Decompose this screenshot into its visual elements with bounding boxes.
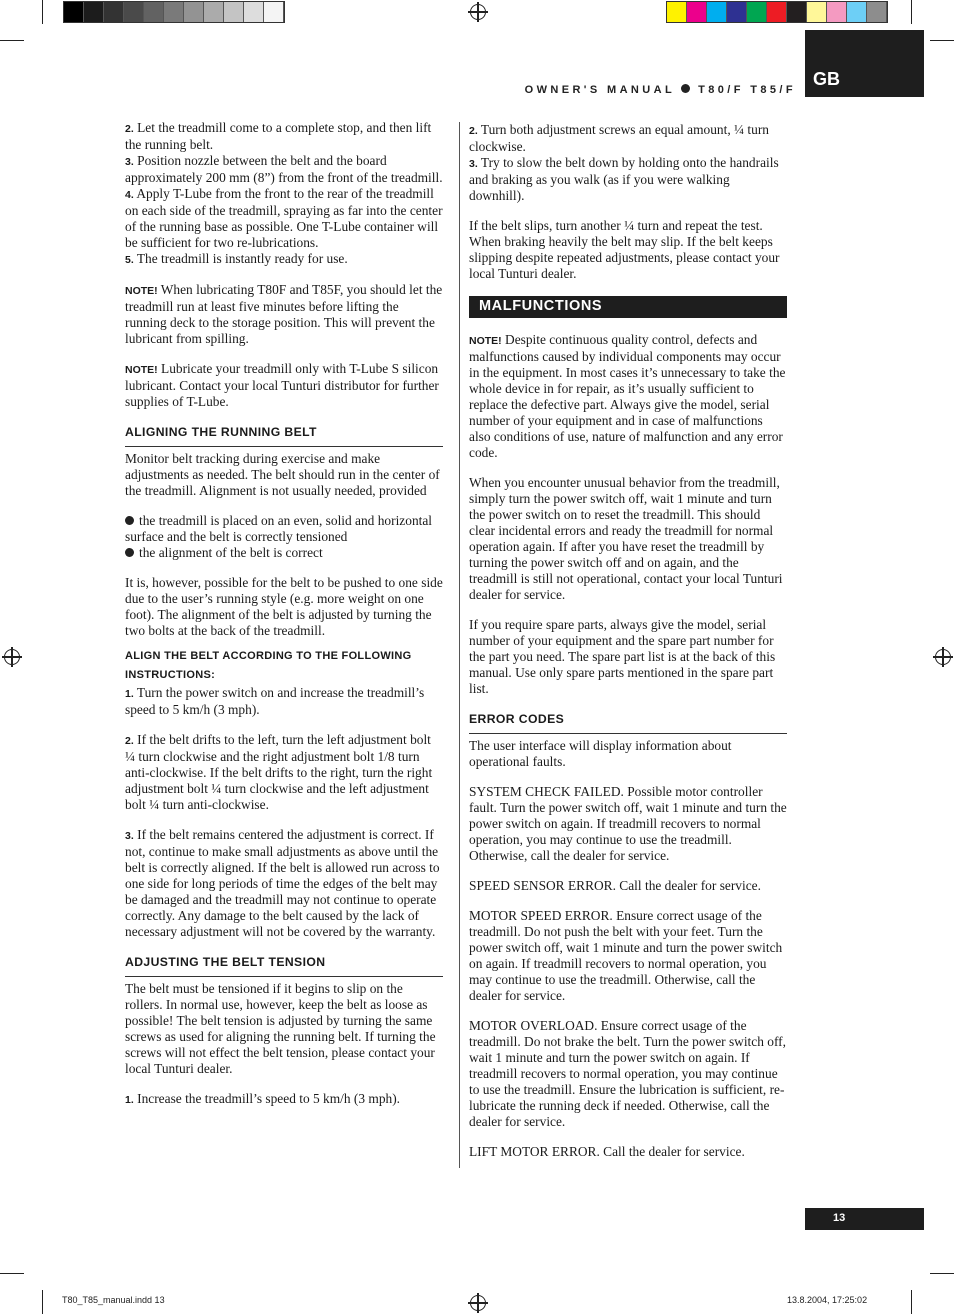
crop-mark <box>42 1290 43 1314</box>
color-swatch <box>867 2 887 22</box>
error-code-entry: LIFT MOTOR ERROR. Call the dealer for service. <box>469 1144 745 1159</box>
section-heading-tension: ADJUSTING THE BELT TENSION <box>125 954 443 977</box>
list-item: 2. Turn both adjustment screws an equal amount, ¼ turn clockwise. <box>469 122 769 154</box>
manual-label: OWNER'S MANUAL <box>524 84 676 96</box>
error-code-entry: SPEED SENSOR ERROR. Call the dealer for service. <box>469 878 761 893</box>
error-code-entry: MOTOR OVERLOAD. Ensure correct usage of the treadmill. Do not brake the belt. Turn the power switch off, wait 1 minute and turn the power switch on again. If treadmill recovers to normal operation, you may continue to use the treadmill. Ensure the lubrication is sufficient, re-lubricate the running deck if needed. Otherwise, call the dealer for service. <box>469 1018 786 1129</box>
color-swatch <box>144 2 164 22</box>
note-paragraph: NOTE! When lubricating T80F and T85F, you should let the treadmill run at least five minutes before lifting the running deck to the storage position. This will prevent the lubricant from spilling. <box>125 282 443 346</box>
color-swatch <box>244 2 264 22</box>
process-color-bar <box>666 1 888 23</box>
right-column <box>469 122 787 1160</box>
color-swatch <box>124 2 144 22</box>
list-item: 3. Try to slow the belt down by holding onto the handrails and braking as you walk (as if you were walking downhill). <box>469 155 779 203</box>
paragraph: Monitor belt tracking during exercise and make adjustments as needed. The belt should run in the center of the treadmill. Alignment is not usually needed, provided <box>125 451 440 498</box>
bullet-item: the treadmill is placed on an even, solid and horizontal surface and the belt is correctly tensioned <box>125 513 433 544</box>
list-item: 1. Increase the treadmill’s speed to 5 km/h (3 mph). <box>125 1091 401 1106</box>
crop-mark <box>0 1273 24 1274</box>
list-item: 3. If the belt remains centered the adjustment is correct. If not, continue to make small adjustments as above until the belt is correctly aligned. If the belt is allowed run across to one side for long periods of time the edges of the belt may be damaged and the treadmill may not continue to operate correctly. Any damage to the belt caused by the lack of necessary adjustment will not be covered by the warranty. <box>125 827 440 939</box>
bullet-dot-icon <box>125 548 134 557</box>
column-divider <box>459 122 460 1168</box>
color-swatch <box>204 2 224 22</box>
color-swatch <box>747 2 767 22</box>
color-swatch <box>224 2 244 22</box>
paragraph: If the belt slips, turn another ¼ turn and repeat the test. When braking heavily the belt may slip. If the belt keeps slipping despite repeated adjustments, please contact your local Tunturi dealer. <box>469 218 780 281</box>
page-number: 13 <box>805 1208 924 1230</box>
color-swatch <box>667 2 687 22</box>
list-item: 5. The treadmill is instantly ready for use. <box>125 251 348 266</box>
gray-color-bar <box>63 1 285 23</box>
list-item: 1. Turn the power switch on and increase the treadmill’s speed to 5 km/h (3 mph). <box>125 685 425 717</box>
section-heading-malfunctions: MALFUNCTIONS <box>469 296 787 318</box>
section-heading-aligning: ALIGNING THE RUNNING BELT <box>125 424 443 447</box>
registration-mark-icon <box>470 1295 486 1311</box>
color-swatch <box>687 2 707 22</box>
bullet-dot-icon <box>681 84 690 93</box>
color-swatch <box>184 2 204 22</box>
running-header <box>525 84 796 96</box>
color-swatch <box>707 2 727 22</box>
bullet-item: the alignment of the belt is correct <box>125 545 443 561</box>
color-swatch <box>164 2 184 22</box>
color-swatch <box>104 2 124 22</box>
subheading-instructions: ALIGN THE BELT ACCORDING TO THE FOLLOWING INSTRUCTIONS: <box>125 650 412 681</box>
color-swatch <box>827 2 847 22</box>
left-column <box>125 120 443 1108</box>
color-swatch <box>847 2 867 22</box>
color-swatch <box>264 2 284 22</box>
crop-mark <box>0 40 24 41</box>
list-item: 2. Let the treadmill come to a complete stop, and then lift the running belt. <box>125 120 432 152</box>
model-label: T80/F T85/F <box>698 84 796 96</box>
error-code-entry: MOTOR SPEED ERROR. Ensure correct usage of the treadmill. Do not push the belt with your feet. Turn the power switch off, wait 1 minute and turn the power switch on again. If treadmill recovers to normal operation, you may continue to use the treadmill. Otherwise, call the dealer for service. <box>469 908 783 1003</box>
color-swatch <box>727 2 747 22</box>
paragraph: The belt must be tensioned if it begins to slip on the rollers. In normal use, however, keep the belt as loose as possible! The belt tension is adjusted by turning the same screws as used for aligning the running belt. If turning the screws will not effect the belt tension, please contact your local Tunturi dealer. <box>125 981 436 1076</box>
note-paragraph: NOTE! Lubricate your treadmill only with T-Lube S silicon lubricant. Contact your local Tunturi distributor for further supplies of T-Lube. <box>125 361 439 409</box>
paragraph: It is, however, possible for the belt to be pushed to one side due to the user’s running style (e.g. more weight on one foot). The alignment of the belt is adjusted by turning the two bolts at the back of the treadmill. <box>125 575 443 638</box>
paragraph: If you require spare parts, always give the model, serial number of your equipment and the spare part number for the part you need. The spare part list is at the back of this manual. Use only spare parts mentioned in the spare part list. <box>469 617 776 696</box>
paragraph: The user interface will display information about operational faults. <box>469 738 732 769</box>
crop-mark <box>911 1290 912 1314</box>
crop-mark <box>911 0 912 24</box>
color-swatch <box>787 2 807 22</box>
note-paragraph: NOTE! Despite continuous quality control, defects and malfunctions caused by individual components may occur in the equipment. In most cases it’s unnecessary to take the whole device in for repair, as it’s usually sufficient to replace the defective part. Always give the model, serial number of your equipment and in case of malfunctions also conditions of use, nature of malfunction and any error code. <box>469 332 786 460</box>
section-heading-error-codes: ERROR CODES <box>469 711 787 734</box>
registration-mark-icon <box>470 4 486 20</box>
language-tab: GB <box>805 30 924 97</box>
registration-mark-icon <box>4 649 20 665</box>
crop-mark <box>930 40 954 41</box>
color-swatch <box>807 2 827 22</box>
list-item: 4. Apply T-Lube from the front to the rear of the treadmill on each side of the treadmill, spraying as far into the center of the running base as possible. One T-Lube container will be sufficient for two re-lubrications. <box>125 186 443 250</box>
color-swatch <box>767 2 787 22</box>
list-item: 2. If the belt drifts to the left, turn the left adjustment bolt ¼ turn clockwise and the right adjustment bolt 1/8 turn anti-clockwise. If the belt drifts to the right, turn the right adjustment bolt ¼ turn clockwise and the left adjustment bolt ¼ turn anti-clockwise. <box>125 732 433 812</box>
color-swatch <box>84 2 104 22</box>
crop-mark <box>42 0 43 24</box>
error-code-entry: SYSTEM CHECK FAILED. Possible motor controller fault. Turn the power switch off, wait 1 minute and turn the power switch on again. If treadmill recovers to normal operation, you may continue to use the treadmill. Otherwise, call the dealer for service. <box>469 784 787 863</box>
bullet-dot-icon <box>125 516 134 525</box>
list-item: 3. Position nozzle between the belt and the board approximately 200 mm (8”) from the front of the treadmill. <box>125 153 443 185</box>
paragraph: When you encounter unusual behavior from the treadmill, simply turn the power switch off, wait 1 minute and turn the power switch on to reset the treadmill. This should clear incidental errors and ready the treadmill for normal operation again. If after you have reset the treadmill by turning the power switch off and on again, and the treadmill is still not operational, contact your local Tunturi dealer for service. <box>469 475 783 602</box>
slug-filename: T80_T85_manual.indd 13 <box>62 1295 165 1305</box>
color-swatch <box>64 2 84 22</box>
registration-mark-icon <box>935 649 951 665</box>
slug-timestamp: 13.8.2004, 17:25:02 <box>787 1295 868 1305</box>
crop-mark <box>930 1273 954 1274</box>
